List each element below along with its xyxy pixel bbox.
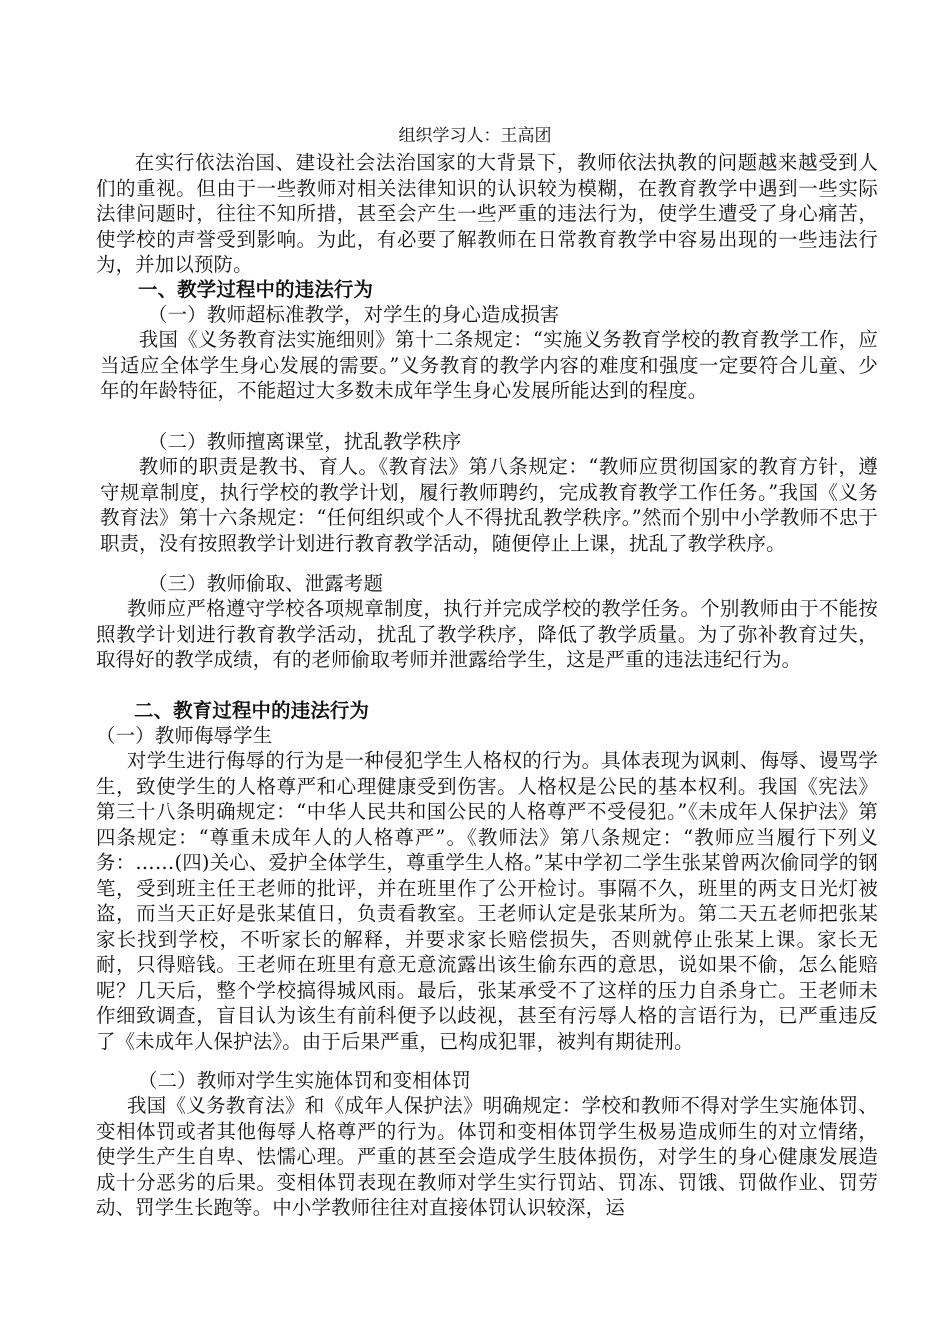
section2-paragraph-2: 我国《义务教育法》和《成年人保护法》明确规定：学校和教师不得对学生实施体罚、变相体罚或者其他侮辱人格尊严的行为。体罚和变相体罚学生极易造成师生的对立情绪，使学生产生自卑、怯懦心理。严重的甚至会造成学生肢体损伤，对学生的身心健康发展造成十分恶劣的后果。变相体罚表现在教师对学生实行罚站、罚冻、罚饿、罚做作业、罚劳动、罚学生长跑等。中小学教师往往对直接体罚认识较深，运 bbox=[96, 1094, 878, 1219]
intro-paragraph: 在实行依法治国、建设社会法治国家的大背景下，教师依法执教的问题越来越受到人们的重视。但由于一些教师对相关法律知识的认识较为模糊，在教育教学中遇到一些实际法律问题时，往往不知所措，甚至会产生一些严重的违法行为，使学生遭受了身心痛苦，使学校的声誉受到影响。为此，有必要了解教师在日常教育教学中容易出现的一些违法行为，并加以预防。 bbox=[96, 151, 878, 276]
section1-paragraph-1: 我国《义务教育法实施细则》第十二条规定：“实施义务教育学校的教育教学工作，应当适应全体学生身心发展的需要。”义务教育的教学内容的难度和强度一定要符合儿童、少年的年龄特征，不能超过大多数未成年学生身心发展所能达到的程度。 bbox=[100, 328, 878, 402]
section1-heading: 一、教学过程中的违法行为 bbox=[138, 278, 374, 301]
section1-subheading-3: （三）教师偷取、泄露考题 bbox=[148, 572, 384, 595]
section2-subheading-1: （一）教师侮辱学生 bbox=[96, 724, 273, 747]
organizer-line: 组织学习人：王高团 bbox=[398, 126, 552, 146]
section2-paragraph-1: 对学生进行侮辱的行为是一种侵犯学生人格权的行为。具体表现为讽刺、侮辱、谩骂学生，致使学生的人格尊严和心理健康受到伤害。人格权是公民的基本权利。我国《宪法》第三十八条明确规定：“中华人民共和国公民的人格尊严不受侵犯。”《未成年人保护法》第四条规定：“尊重未成年人的人格尊严”。《教师法》第八条规定：“教师应当履行下列义务：……(四)关心、爱护全体学生，尊重学生人格。”某中学初二学生张某曾两次偷同学的钢笔，受到班主任王老师的批评，并在班里作了公开检讨。事隔不久，班里的两支日光灯被盗，而当天正好是张某值日，负责看教室。王老师认定是张某所为。第二天五老师把张某家长找到学校，不听家长的解释，并要求家长赔偿损失，否则就停止张某上课。家长无耐，只得赔钱。王老师在班里有意无意流露出该生偷东西的意思，说如果不偷，怎么能赔呢？几天后，整个学校搞得城风雨。最后，张某承受不了这样的压力自杀身亡。王老师未作细致调查，盲目认为该生有前科便予以歧视，甚至有污辱人格的言语行为，已严重违反了《未成年人保护法》。由于后果严重，已构成犯罪，被判有期徒刑。 bbox=[96, 749, 878, 1053]
section1-subheading-1: （一）教师超标准教学，对学生的身心造成损害 bbox=[148, 303, 560, 326]
section2-subheading-2: （二）教师对学生实施体罚和变相体罚 bbox=[138, 1069, 472, 1092]
section2-heading: 二、教育过程中的违法行为 bbox=[134, 699, 370, 722]
section1-paragraph-3: 教师应严格遵守学校各项规章制度，执行并完成学校的教学任务。个别教师由于不能按照教学计划进行教育教学活动，扰乱了教学秩序，降低了教学质量。为了弥补教育过失，取得好的教学成绩，有的老师偷取考师并泄露给学生，这是严重的违法违纪行为。 bbox=[96, 597, 878, 671]
section1-paragraph-2: 教师的职责是教书、育人。《教育法》第八条规定：“教师应贯彻国家的教育方针，遵守规章制度，执行学校的教学计划，履行教师聘约，完成教育教学工作任务。”我国《义务教育法》第十六条规定：“任何组织或个人不得扰乱教学秩序。”然而个别中小学教师不忠于职责，没有按照教学计划进行教育教学活动，随便停止上课，扰乱了教学秩序。 bbox=[100, 455, 878, 555]
section1-subheading-2: （二）教师擅离课堂，扰乱教学秩序 bbox=[148, 430, 462, 453]
